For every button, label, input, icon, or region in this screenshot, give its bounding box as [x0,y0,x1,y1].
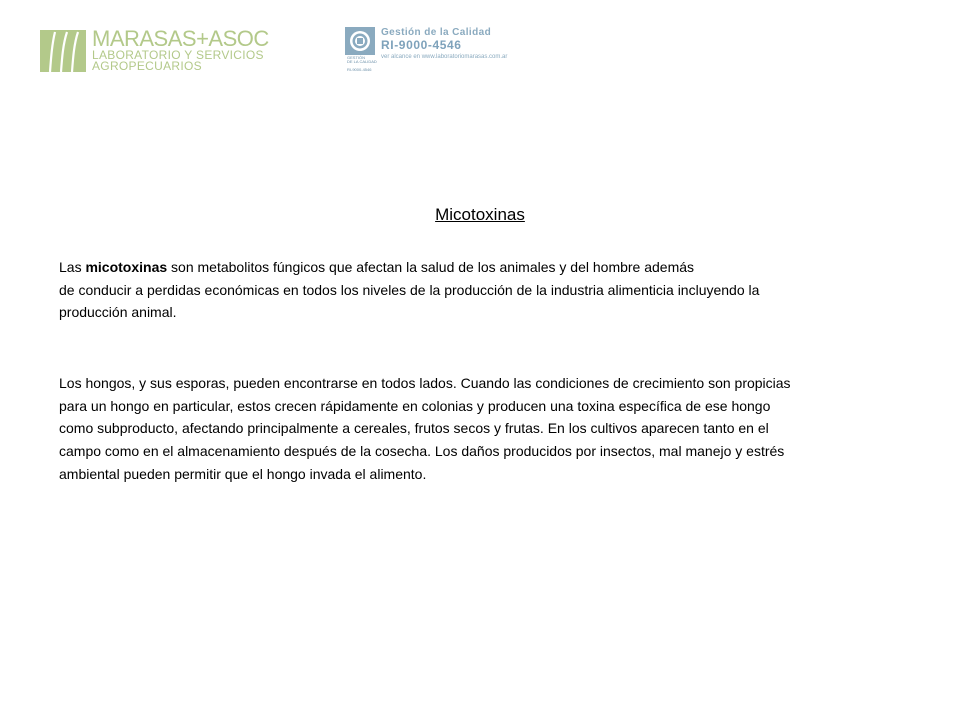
leaf-logo-icon [40,28,86,72]
company-tagline-line2: AGROPECUARIOS [92,59,202,73]
paragraph-fungi-line: ambiental pueden permitir que el hongo invada el alimento. [59,465,427,482]
paragraph-intro-line1 [59,256,919,279]
paragraph-fungi [59,372,919,486]
paragraph-intro-line3: producción animal. [59,304,177,321]
quality-code: RI-9000-4546 [381,38,462,52]
line1-suffix: son metabolitos fúngicos que afectan la salud de los animales y del hombre además [167,259,695,275]
paragraph-fungi-line: como subproducto, afectando principalmente a cereales, frutos secos y frutas. En los cultivos aparecen tanto en el [59,420,769,437]
paragraph-intro-line2: de conducir a perdidas económicas en todos los niveles de la producción de la industria alimenticia incluyendo la [59,281,760,298]
page-title: Micotoxinas [435,205,525,224]
company-tagline-line1: LABORATORIO Y SERVICIOS [92,48,264,62]
quality-scope-link[interactable]: ver alcance en www.laboratoriomarasas.com.ar [381,54,508,60]
company-name: MARASAS+ASOC [92,26,269,51]
quality-certification-logo [345,27,565,79]
paragraph-fungi-line: campo como en el almacenamiento después de la cosecha. Los daños producidos por insectos, mal manejo y estrés [59,443,785,460]
paragraph-fungi-line: Los hongos, y sus esporas, pueden encontrarse en todos lados. Cuando las condiciones de crecimiento son propicias [59,375,791,391]
line1-prefix: Las [59,259,86,275]
seal-code: RI-9000-4546 [347,67,372,72]
paragraph-fungi-line: para un hongo en particular, estos crecen rápidamente en colonias y producen una toxina específica de ese hongo [59,397,771,414]
seal-caption-1: GESTIÓN [347,55,366,60]
seal-caption-2: DE LA CALIDAD [347,59,377,64]
paragraph-intro [59,256,919,324]
keyword-micotoxinas: micotoxinas [85,259,168,275]
quality-title: Gestión de la Calidad [381,27,492,38]
company-logo [40,28,280,74]
